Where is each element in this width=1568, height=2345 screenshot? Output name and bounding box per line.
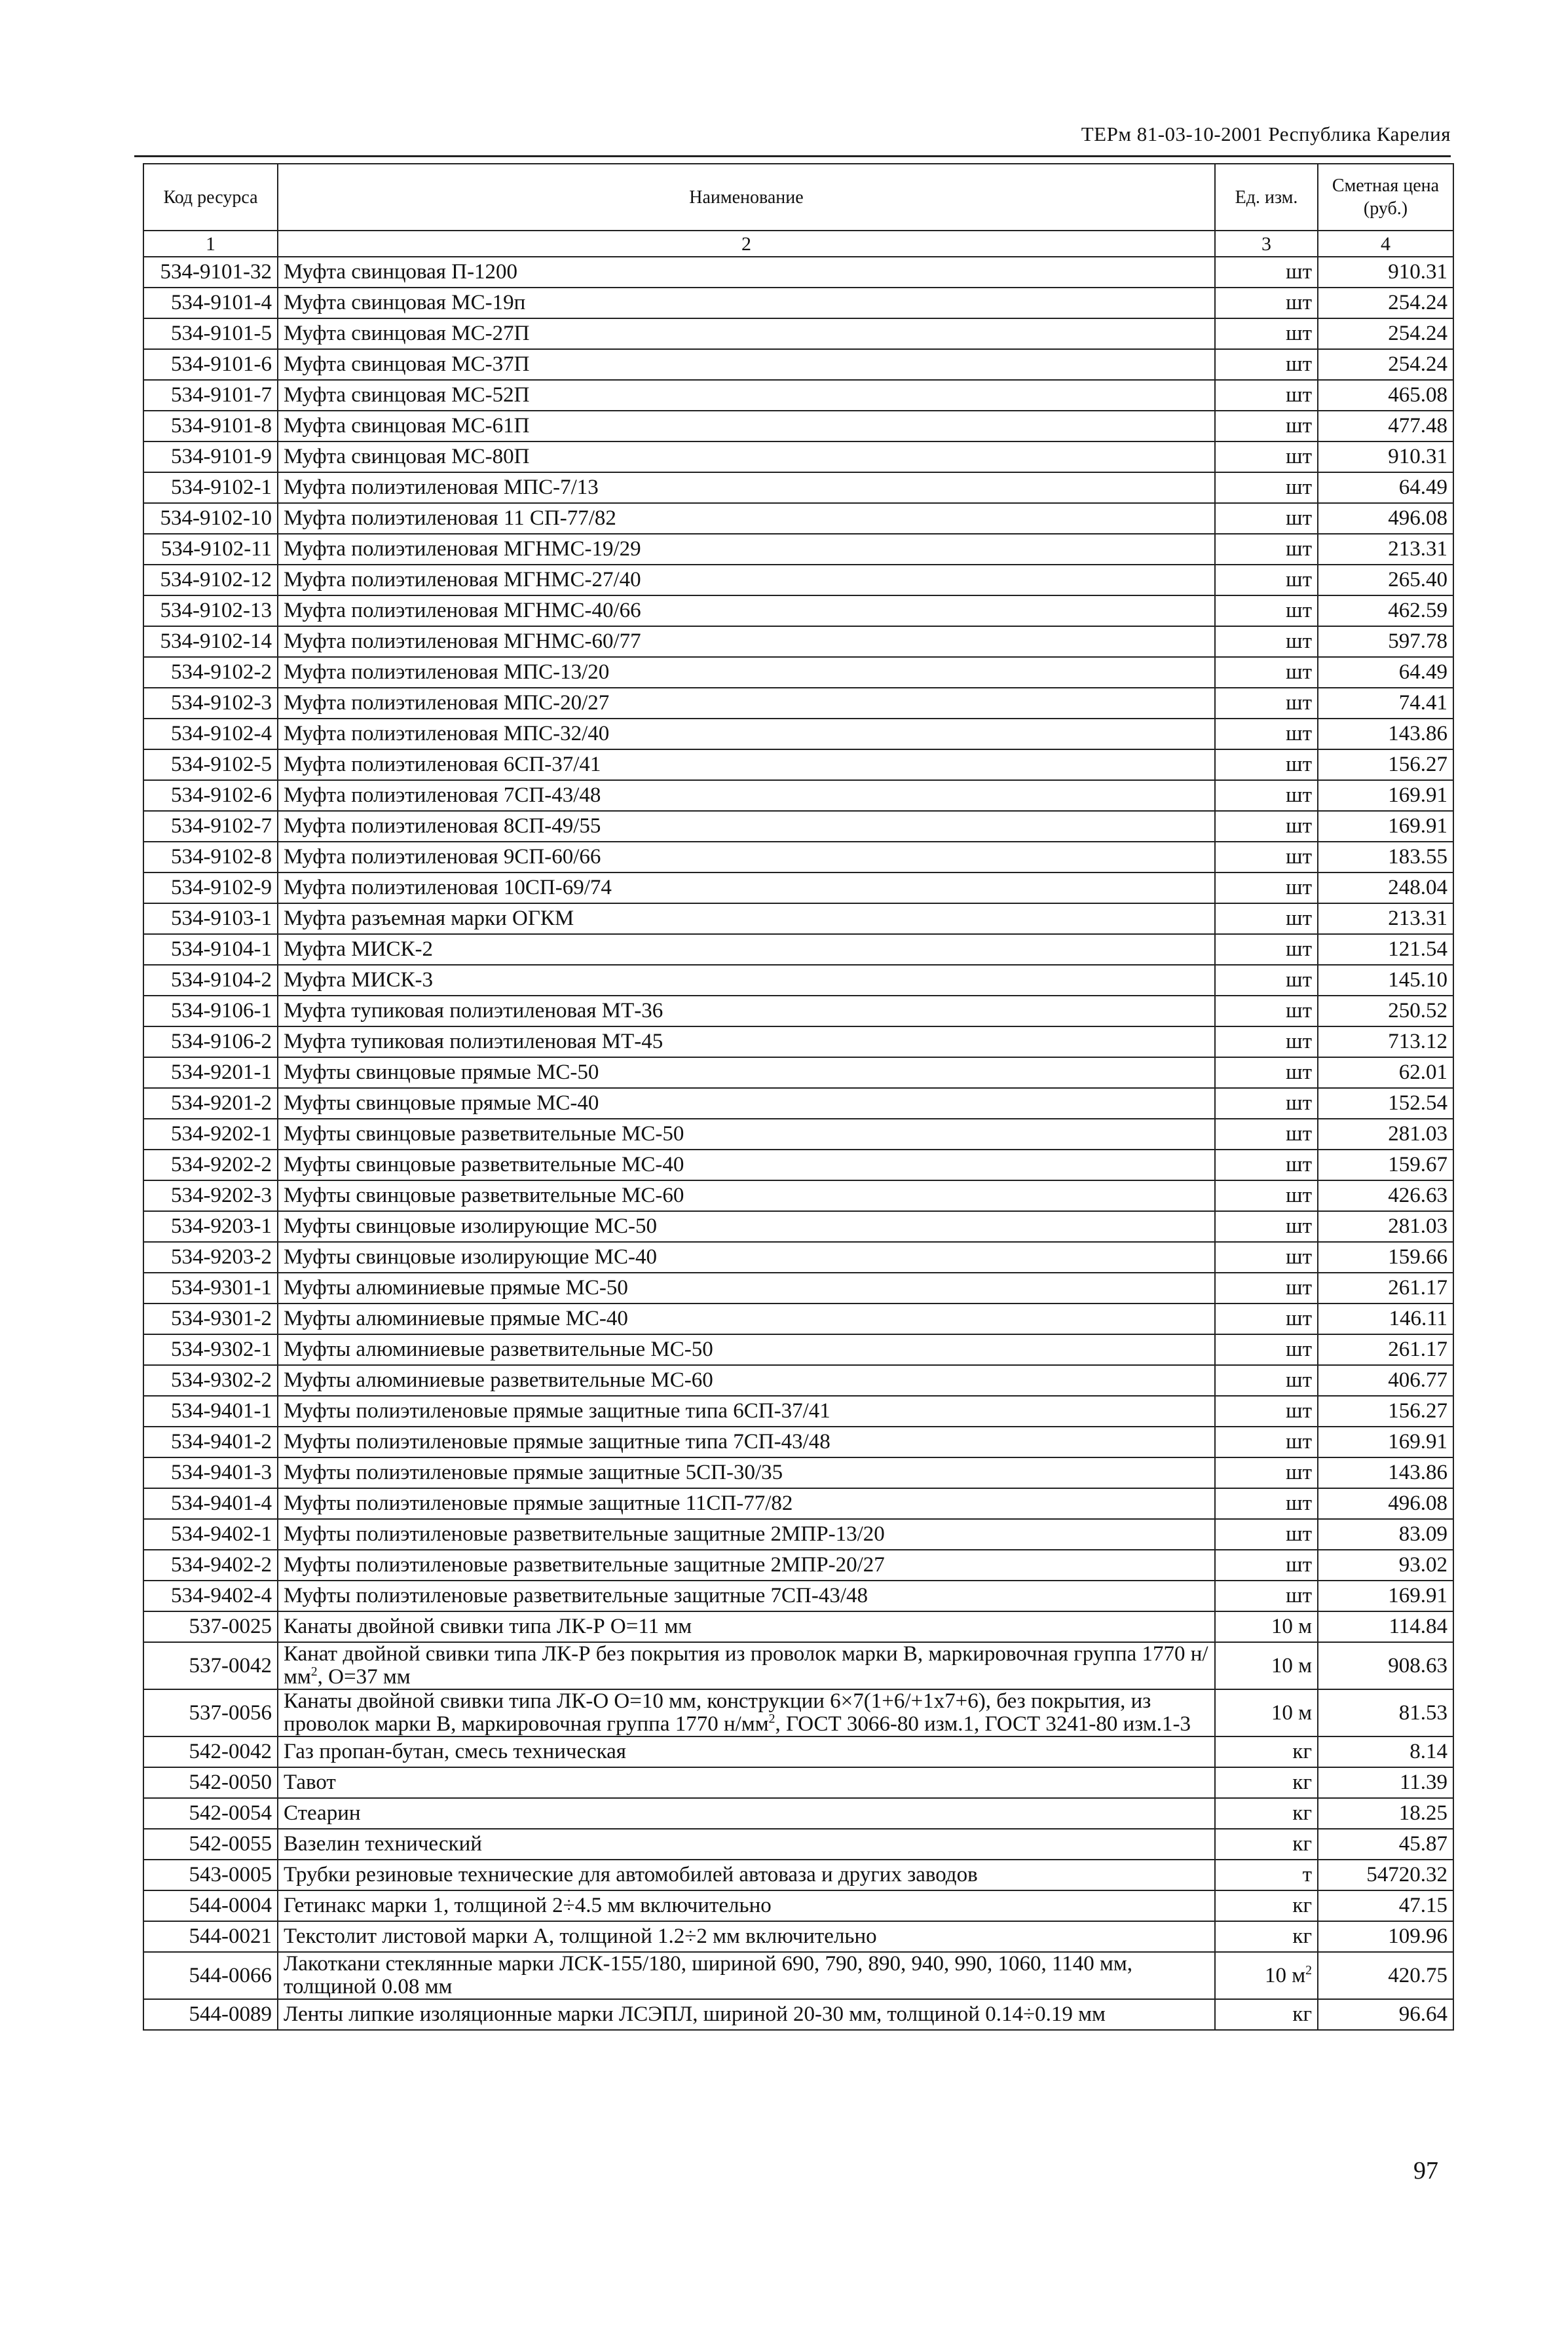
resource-code-cell: 542-0055: [143, 1829, 278, 1860]
table-row: [143, 441, 1453, 472]
resource-code-cell: 534-9101-5: [143, 318, 278, 349]
resource-name-cell: Муфты полиэтиленовые разветвительные защитные 2МПР-13/20: [278, 1519, 1215, 1550]
table-row: [143, 1689, 1453, 1736]
unit-cell: шт: [1215, 380, 1318, 411]
resource-code-cell: 542-0050: [143, 1767, 278, 1798]
table-row: [143, 1180, 1453, 1211]
unit-cell: шт: [1215, 1180, 1318, 1211]
price-cell: 11.39: [1318, 1767, 1453, 1798]
table-row: [143, 903, 1453, 934]
page-header: [134, 121, 1451, 157]
table-row: [143, 472, 1453, 503]
price-cell: 213.31: [1318, 534, 1453, 565]
unit-cell: кг: [1215, 1736, 1318, 1767]
unit-cell: шт: [1215, 565, 1318, 595]
unit-cell: шт: [1215, 318, 1318, 349]
resource-code-cell: 534-9101-32: [143, 257, 278, 288]
table-body: [143, 257, 1453, 2030]
table-row: [143, 1921, 1453, 1952]
price-cell: 109.96: [1318, 1921, 1453, 1952]
price-cell: 152.54: [1318, 1088, 1453, 1119]
unit-cell: шт: [1215, 1427, 1318, 1457]
resource-name-cell: Ленты липкие изоляционные марки ЛСЭПЛ, шириной 20-30 мм, толщиной 0.14÷0.19 мм: [278, 1999, 1215, 2030]
table-row: [143, 1999, 1453, 2030]
resource-name-cell: Муфта МИСК-3: [278, 965, 1215, 996]
resource-name-cell: Муфты свинцовые прямые МС-50: [278, 1057, 1215, 1088]
price-cell: 62.01: [1318, 1057, 1453, 1088]
price-cell: 121.54: [1318, 934, 1453, 965]
table-row: [143, 1798, 1453, 1829]
column-number-row: [143, 231, 1453, 257]
resource-name-cell: Канаты двойной свивки типа ЛК-Р О=11 мм: [278, 1611, 1215, 1642]
table-row: [143, 934, 1453, 965]
resource-name-cell: Муфта свинцовая МС-37П: [278, 349, 1215, 380]
table-row: [143, 257, 1453, 288]
table-row: [143, 1242, 1453, 1273]
price-cell: 146.11: [1318, 1304, 1453, 1334]
resource-name-cell: Муфта свинцовая МС-27П: [278, 318, 1215, 349]
unit-cell: шт: [1215, 1026, 1318, 1057]
price-cell: 81.53: [1318, 1689, 1453, 1736]
table-row: [143, 811, 1453, 842]
resource-code-cell: 534-9102-8: [143, 842, 278, 872]
unit-cell: шт: [1215, 1088, 1318, 1119]
table-row: [143, 688, 1453, 719]
table-row: [143, 626, 1453, 657]
table-row: [143, 534, 1453, 565]
column-number: 4: [1318, 231, 1453, 257]
resource-name-cell: Газ пропан-бутан, смесь техническая: [278, 1736, 1215, 1767]
price-cell: 910.31: [1318, 257, 1453, 288]
price-cell: 254.24: [1318, 349, 1453, 380]
table-row: [143, 1396, 1453, 1427]
resource-name-cell: Муфты алюминиевые прямые МС-50: [278, 1273, 1215, 1304]
price-cell: 250.52: [1318, 996, 1453, 1026]
price-cell: 213.31: [1318, 903, 1453, 934]
table-row: [143, 1860, 1453, 1890]
table-row: [143, 1273, 1453, 1304]
price-cell: 143.86: [1318, 1457, 1453, 1488]
column-header-price: Сметная цена (руб.): [1318, 164, 1453, 231]
document-title: ТЕРм 81-03-10-2001 Республика Карелия: [1081, 122, 1451, 145]
price-cell: 96.64: [1318, 1999, 1453, 2030]
table-row: [143, 1211, 1453, 1242]
unit-cell: шт: [1215, 1242, 1318, 1273]
resource-code-cell: 534-9202-3: [143, 1180, 278, 1211]
table-row: [143, 1088, 1453, 1119]
resource-name-cell: Муфты свинцовые разветвительные МС-40: [278, 1150, 1215, 1180]
unit-cell: шт: [1215, 749, 1318, 780]
resource-name-cell: Гетинакс марки 1, толщиной 2÷4.5 мм включительно: [278, 1890, 1215, 1921]
table-row: [143, 565, 1453, 595]
resource-name-cell: Тавот: [278, 1767, 1215, 1798]
unit-cell: 10 м: [1215, 1642, 1318, 1689]
resource-code-cell: 534-9401-2: [143, 1427, 278, 1457]
table-row: [143, 1829, 1453, 1860]
resource-name-cell: Муфты свинцовые прямые МС-40: [278, 1088, 1215, 1119]
table-header-row: [143, 164, 1453, 231]
price-cell: 45.87: [1318, 1829, 1453, 1860]
table-row: [143, 1581, 1453, 1611]
resource-name-cell: Муфта тупиковая полиэтиленовая МТ-45: [278, 1026, 1215, 1057]
resource-code-cell: 534-9401-3: [143, 1457, 278, 1488]
resource-code-cell: 534-9102-6: [143, 780, 278, 811]
resource-name-cell: Муфты полиэтиленовые прямые защитные 11СП-77/82: [278, 1488, 1215, 1519]
price-cell: 465.08: [1318, 380, 1453, 411]
resource-name-cell: Муфты полиэтиленовые прямые защитные типа 6СП-37/41: [278, 1396, 1215, 1427]
table-row: [143, 657, 1453, 688]
price-cell: 156.27: [1318, 1396, 1453, 1427]
table-row: [143, 719, 1453, 749]
unit-cell: шт: [1215, 1304, 1318, 1334]
table-row: [143, 996, 1453, 1026]
unit-cell: шт: [1215, 1519, 1318, 1550]
table-row: [143, 1365, 1453, 1396]
column-number: 3: [1215, 231, 1318, 257]
price-cell: 261.17: [1318, 1273, 1453, 1304]
resource-code-cell: 534-9102-2: [143, 657, 278, 688]
table-row: [143, 1427, 1453, 1457]
table-row: [143, 1642, 1453, 1689]
resource-price-table: [143, 163, 1454, 2031]
resource-code-cell: 534-9102-11: [143, 534, 278, 565]
resource-code-cell: 534-9202-1: [143, 1119, 278, 1150]
unit-cell: шт: [1215, 349, 1318, 380]
unit-cell: кг: [1215, 1829, 1318, 1860]
unit-cell: шт: [1215, 472, 1318, 503]
resource-name-cell: Муфта полиэтиленовая МПС-20/27: [278, 688, 1215, 719]
table-row: [143, 1890, 1453, 1921]
resource-name-cell: Трубки резиновые технические для автомобилей автоваза и других заводов: [278, 1860, 1215, 1890]
price-cell: 496.08: [1318, 503, 1453, 534]
unit-cell: 10 $м^2$: [1215, 1952, 1318, 1999]
resource-name-cell: Муфта полиэтиленовая МГНМС-40/66: [278, 595, 1215, 626]
unit-cell: кг: [1215, 1798, 1318, 1829]
resource-name-cell: Муфты свинцовые изолирующие МС-40: [278, 1242, 1215, 1273]
resource-code-cell: 534-9402-2: [143, 1550, 278, 1581]
resource-name-cell: Муфты алюминиевые разветвительные МС-60: [278, 1365, 1215, 1396]
resource-code-cell: 534-9103-1: [143, 903, 278, 934]
price-cell: 145.10: [1318, 965, 1453, 996]
unit-cell: кг: [1215, 1999, 1318, 2030]
price-cell: 143.86: [1318, 719, 1453, 749]
resource-code-cell: 534-9101-9: [143, 441, 278, 472]
resource-code-cell: 534-9101-8: [143, 411, 278, 441]
unit-cell: т: [1215, 1860, 1318, 1890]
price-cell: 477.48: [1318, 411, 1453, 441]
unit-cell: шт: [1215, 996, 1318, 1026]
price-cell: 281.03: [1318, 1119, 1453, 1150]
unit-cell: шт: [1215, 719, 1318, 749]
resource-code-cell: 534-9102-1: [143, 472, 278, 503]
price-cell: 159.66: [1318, 1242, 1453, 1273]
price-cell: 420.75: [1318, 1952, 1453, 1999]
resource-name-cell: Муфта полиэтиленовая МГНМС-19/29: [278, 534, 1215, 565]
unit-cell: шт: [1215, 595, 1318, 626]
table-row: [143, 842, 1453, 872]
unit-cell: шт: [1215, 1334, 1318, 1365]
unit-cell: шт: [1215, 1396, 1318, 1427]
resource-name-cell: Муфта разъемная марки ОГКМ: [278, 903, 1215, 934]
unit-cell: шт: [1215, 1457, 1318, 1488]
resource-name-cell: Стеарин: [278, 1798, 1215, 1829]
table-row: [143, 1026, 1453, 1057]
resource-name-cell: Муфта полиэтиленовая 7СП-43/48: [278, 780, 1215, 811]
resource-name-cell: Муфта полиэтиленовая 10СП-69/74: [278, 872, 1215, 903]
resource-code-cell: 534-9102-14: [143, 626, 278, 657]
unit-cell: кг: [1215, 1890, 1318, 1921]
price-cell: 406.77: [1318, 1365, 1453, 1396]
table-row: [143, 1736, 1453, 1767]
resource-code-cell: 534-9102-3: [143, 688, 278, 719]
unit-cell: шт: [1215, 441, 1318, 472]
unit-cell: шт: [1215, 1550, 1318, 1581]
resource-name-cell: Текстолит листовой марки А, толщиной 1.2÷2 мм включительно: [278, 1921, 1215, 1952]
resource-code-cell: 534-9101-4: [143, 288, 278, 318]
price-cell: 265.40: [1318, 565, 1453, 595]
unit-cell: шт: [1215, 1581, 1318, 1611]
price-cell: 908.63: [1318, 1642, 1453, 1689]
table-row: [143, 318, 1453, 349]
price-cell: 93.02: [1318, 1550, 1453, 1581]
price-cell: 8.14: [1318, 1736, 1453, 1767]
table-row: [143, 1519, 1453, 1550]
price-cell: 64.49: [1318, 472, 1453, 503]
resource-code-cell: 534-9104-1: [143, 934, 278, 965]
resource-code-cell: 534-9302-1: [143, 1334, 278, 1365]
price-cell: 496.08: [1318, 1488, 1453, 1519]
unit-cell: шт: [1215, 411, 1318, 441]
resource-code-cell: 534-9102-12: [143, 565, 278, 595]
unit-cell: шт: [1215, 626, 1318, 657]
resource-code-cell: 534-9302-2: [143, 1365, 278, 1396]
table-row: [143, 1304, 1453, 1334]
table-row: [143, 411, 1453, 441]
unit-cell: кг: [1215, 1767, 1318, 1798]
unit-cell: шт: [1215, 1365, 1318, 1396]
resource-code-cell: 534-9402-4: [143, 1581, 278, 1611]
price-cell: 426.63: [1318, 1180, 1453, 1211]
unit-cell: шт: [1215, 811, 1318, 842]
column-header-unit: Ед. изм.: [1215, 164, 1318, 231]
table-row: [143, 1057, 1453, 1088]
resource-code-cell: 534-9106-1: [143, 996, 278, 1026]
table-row: [143, 349, 1453, 380]
table-row: [143, 1767, 1453, 1798]
table-row: [143, 288, 1453, 318]
resource-code-cell: 534-9102-13: [143, 595, 278, 626]
resource-code-cell: 542-0042: [143, 1736, 278, 1767]
price-cell: 183.55: [1318, 842, 1453, 872]
resource-name-cell: Муфты алюминиевые разветвительные МС-50: [278, 1334, 1215, 1365]
resource-code-cell: 544-0021: [143, 1921, 278, 1952]
resource-code-cell: 534-9401-4: [143, 1488, 278, 1519]
resource-name-cell: Муфта свинцовая П-1200: [278, 257, 1215, 288]
resource-name-cell: Лакоткани стеклянные марки ЛСК-155/180, шириной 690, 790, 890, 940, 990, 1060, 1140 мм, толщиной 0.08 мм: [278, 1952, 1215, 1999]
resource-code-cell: 534-9402-1: [143, 1519, 278, 1550]
price-cell: 462.59: [1318, 595, 1453, 626]
price-cell: 156.27: [1318, 749, 1453, 780]
resource-code-cell: 534-9201-2: [143, 1088, 278, 1119]
unit-cell: 10 м: [1215, 1689, 1318, 1736]
resource-code-cell: 534-9102-9: [143, 872, 278, 903]
table-row: [143, 380, 1453, 411]
table-row: [143, 1550, 1453, 1581]
table-row: [143, 1611, 1453, 1642]
resource-name-cell: Муфта полиэтиленовая МПС-32/40: [278, 719, 1215, 749]
table-row: [143, 965, 1453, 996]
unit-cell: кг: [1215, 1921, 1318, 1952]
resource-name-cell: Муфта полиэтиленовая МПС-13/20: [278, 657, 1215, 688]
unit-cell: шт: [1215, 1488, 1318, 1519]
resource-code-cell: 534-9201-1: [143, 1057, 278, 1088]
price-cell: 254.24: [1318, 288, 1453, 318]
page-number: 97: [1413, 2157, 1438, 2185]
resource-name-cell: Муфты полиэтиленовые прямые защитные типа 7СП-43/48: [278, 1427, 1215, 1457]
resource-code-cell: 534-9202-2: [143, 1150, 278, 1180]
resource-name-cell: Муфта полиэтиленовая 11 СП-77/82: [278, 503, 1215, 534]
resource-code-cell: 534-9104-2: [143, 965, 278, 996]
column-number: 1: [143, 231, 278, 257]
unit-cell: шт: [1215, 934, 1318, 965]
resource-name-cell: Муфта полиэтиленовая 6СП-37/41: [278, 749, 1215, 780]
table-row: [143, 1119, 1453, 1150]
price-cell: 159.67: [1318, 1150, 1453, 1180]
resource-code-cell: 537-0042: [143, 1642, 278, 1689]
resource-code-cell: 534-9203-1: [143, 1211, 278, 1242]
unit-cell: шт: [1215, 1057, 1318, 1088]
price-cell: 64.49: [1318, 657, 1453, 688]
unit-cell: шт: [1215, 534, 1318, 565]
resource-code-cell: 542-0054: [143, 1798, 278, 1829]
unit-cell: шт: [1215, 503, 1318, 534]
resource-code-cell: 534-9101-6: [143, 349, 278, 380]
unit-cell: шт: [1215, 1119, 1318, 1150]
price-cell: 248.04: [1318, 872, 1453, 903]
resource-code-cell: 534-9101-7: [143, 380, 278, 411]
price-cell: 169.91: [1318, 811, 1453, 842]
resource-code-cell: 537-0056: [143, 1689, 278, 1736]
unit-cell: шт: [1215, 1150, 1318, 1180]
resource-name-cell: Канаты двойной свивки типа ЛК-О О=10 мм, конструкции 6×7(1+6/+1х7+6), без покрытия, из проволок марки В, маркировочная группа 1770 $н/мм^2$, ГОСТ 3066-80 изм.1, ГОСТ 3241-80 изм.1-3: [278, 1689, 1215, 1736]
price-cell: 18.25: [1318, 1798, 1453, 1829]
resource-code-cell: 544-0089: [143, 1999, 278, 2030]
resource-name-cell: Канат двойной свивки типа ЛК-Р без покрытия из проволок марки В, маркировочная группа 1770 $н/мм^2$, О=37 мм: [278, 1642, 1215, 1689]
unit-cell: шт: [1215, 688, 1318, 719]
resource-code-cell: 534-9301-1: [143, 1273, 278, 1304]
price-cell: 597.78: [1318, 626, 1453, 657]
price-cell: 114.84: [1318, 1611, 1453, 1642]
price-cell: 910.31: [1318, 441, 1453, 472]
column-header-name: Наименование: [278, 164, 1215, 231]
table-row: [143, 1952, 1453, 1999]
unit-cell: шт: [1215, 842, 1318, 872]
price-cell: 254.24: [1318, 318, 1453, 349]
price-cell: 83.09: [1318, 1519, 1453, 1550]
table-row: [143, 503, 1453, 534]
resource-code-cell: 534-9106-2: [143, 1026, 278, 1057]
unit-cell: шт: [1215, 872, 1318, 903]
resource-code-cell: 544-0066: [143, 1952, 278, 1999]
resource-code-cell: 534-9203-2: [143, 1242, 278, 1273]
resource-name-cell: Муфта полиэтиленовая 9СП-60/66: [278, 842, 1215, 872]
resource-name-cell: Муфты полиэтиленовые разветвительные защитные 2МПР-20/27: [278, 1550, 1215, 1581]
resource-code-cell: 534-9102-4: [143, 719, 278, 749]
resource-name-cell: Муфта полиэтиленовая 8СП-49/55: [278, 811, 1215, 842]
price-cell: 713.12: [1318, 1026, 1453, 1057]
resource-name-cell: Муфта полиэтиленовая МГНМС-27/40: [278, 565, 1215, 595]
unit-cell: шт: [1215, 1211, 1318, 1242]
resource-name-cell: Муфта свинцовая МС-52П: [278, 380, 1215, 411]
unit-cell: шт: [1215, 1273, 1318, 1304]
price-cell: 54720.32: [1318, 1860, 1453, 1890]
resource-code-cell: 544-0004: [143, 1890, 278, 1921]
resource-name-cell: Муфты полиэтиленовые прямые защитные 5СП-30/35: [278, 1457, 1215, 1488]
resource-name-cell: Муфты свинцовые разветвительные МС-50: [278, 1119, 1215, 1150]
unit-cell: шт: [1215, 657, 1318, 688]
resource-code-cell: 534-9102-10: [143, 503, 278, 534]
resource-name-cell: Муфты полиэтиленовые разветвительные защитные 7СП-43/48: [278, 1581, 1215, 1611]
table-row: [143, 780, 1453, 811]
column-header-code: Код ресурса: [143, 164, 278, 231]
resource-code-cell: 534-9102-5: [143, 749, 278, 780]
resource-name-cell: Вазелин технический: [278, 1829, 1215, 1860]
resource-name-cell: Муфта полиэтиленовая МГНМС-60/77: [278, 626, 1215, 657]
price-cell: 281.03: [1318, 1211, 1453, 1242]
price-cell: 169.91: [1318, 1581, 1453, 1611]
price-cell: 74.41: [1318, 688, 1453, 719]
table-row: [143, 1150, 1453, 1180]
unit-cell: шт: [1215, 257, 1318, 288]
unit-cell: шт: [1215, 903, 1318, 934]
column-number: 2: [278, 231, 1215, 257]
table-row: [143, 1457, 1453, 1488]
unit-cell: 10 м: [1215, 1611, 1318, 1642]
resource-name-cell: Муфта свинцовая МС-80П: [278, 441, 1215, 472]
table-row: [143, 595, 1453, 626]
resource-name-cell: Муфта свинцовая МС-61П: [278, 411, 1215, 441]
resource-name-cell: Муфта МИСК-2: [278, 934, 1215, 965]
resource-name-cell: Муфта тупиковая полиэтиленовая МТ-36: [278, 996, 1215, 1026]
resource-code-cell: 537-0025: [143, 1611, 278, 1642]
price-cell: 169.91: [1318, 780, 1453, 811]
resource-code-cell: 543-0005: [143, 1860, 278, 1890]
resource-name-cell: Муфты свинцовые изолирующие МС-50: [278, 1211, 1215, 1242]
price-cell: 261.17: [1318, 1334, 1453, 1365]
resource-code-cell: 534-9102-7: [143, 811, 278, 842]
table-row: [143, 872, 1453, 903]
unit-cell: шт: [1215, 288, 1318, 318]
unit-cell: шт: [1215, 965, 1318, 996]
price-cell: 169.91: [1318, 1427, 1453, 1457]
resource-name-cell: Муфты алюминиевые прямые МС-40: [278, 1304, 1215, 1334]
resource-code-cell: 534-9301-2: [143, 1304, 278, 1334]
table-row: [143, 1334, 1453, 1365]
resource-name-cell: Муфты свинцовые разветвительные МС-60: [278, 1180, 1215, 1211]
table-row: [143, 749, 1453, 780]
price-cell: 47.15: [1318, 1890, 1453, 1921]
unit-cell: шт: [1215, 780, 1318, 811]
resource-name-cell: Муфта свинцовая МС-19п: [278, 288, 1215, 318]
resource-code-cell: 534-9401-1: [143, 1396, 278, 1427]
table-row: [143, 1488, 1453, 1519]
resource-name-cell: Муфта полиэтиленовая МПС-7/13: [278, 472, 1215, 503]
